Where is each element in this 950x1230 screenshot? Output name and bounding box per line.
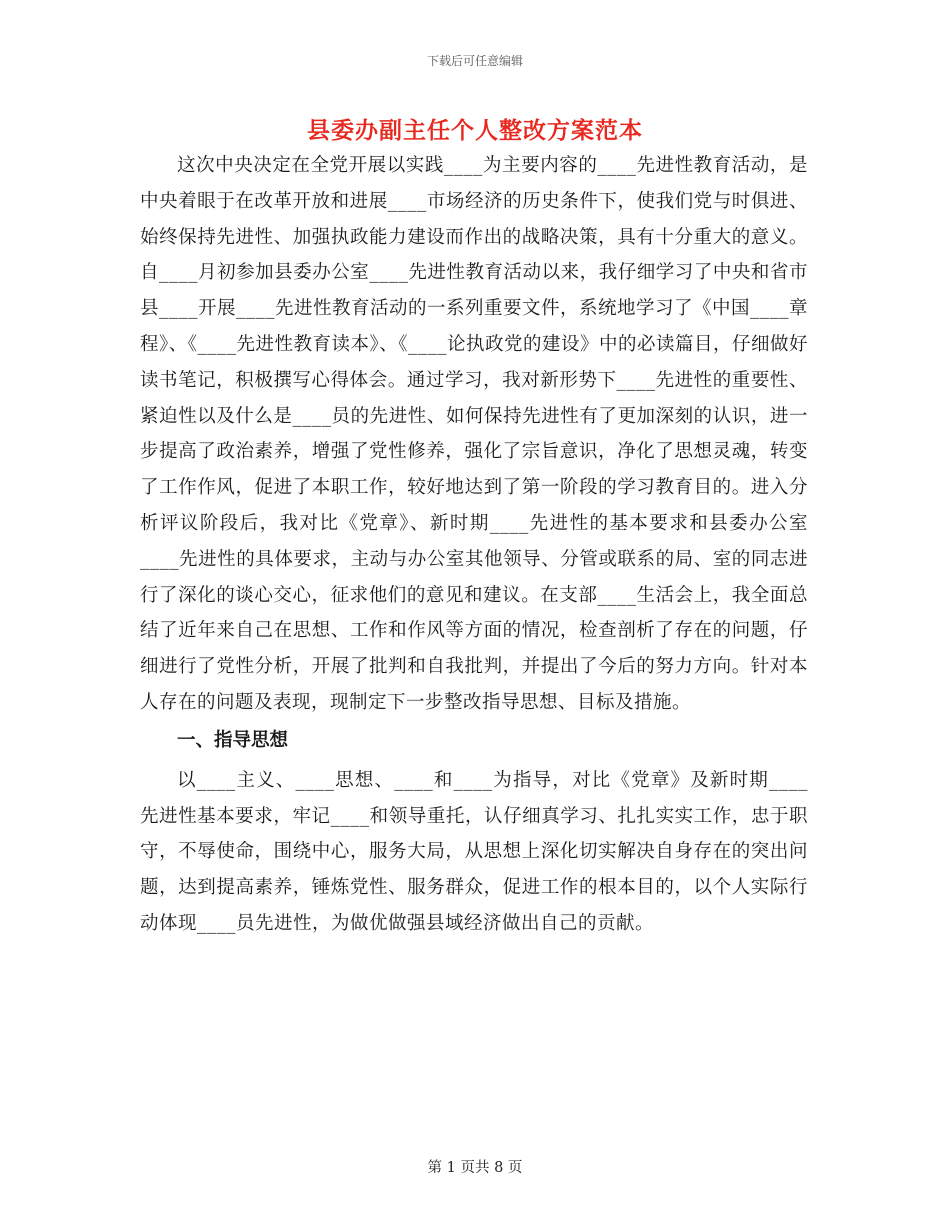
- section-heading-guiding-ideology: 一、指导思想: [177, 729, 289, 751]
- page-header-note: 下载后可任意编辑: [426, 54, 523, 68]
- intro-paragraph: 这次中央决定在全党开展以实践____为主要内容的____先进性教育活动，是中央着眼于在改革开放和进展____市场经济的历史条件下，使我们党与时俱进、始终保持先进性、加强执政能力建设而作出的战略决策，具有十分重大的意义。自____月初参加县委办公室____先进性教育活动以来，我仔细学习了中央和省市县____开展____先进性教育活动的一系列重要文件，系统地学习了《中国____章程》、《____先进性教育读本》、《____论执政党的建设》中的必读篇目，仔细做好读书笔记，积极撰写心得体会。通过学习，我对新形势下____先进性的重要性、紧迫性以及什么是____员的先进性、如何保持先进性有了更加深刻的认识，进一步提高了政治素养，增强了党性修养，强化了宗旨意识，净化了思想灵魂，转变了工作作风，促进了本职工作，较好地达到了第一阶段的学习教育目的。进入分析评议阶段后，我对比《党章》、新时期____先进性的基本要求和县委办公室____先进性的具体要求，主动与办公室其他领导、分管或联系的局、室的同志进行了深化的谈心交心，征求他们的意见和建议。在支部____生活会上，我全面总结了近年来自己在思想、工作和作风等方面的情况，检查剖析了存在的问题，仔细进行了党性分析，开展了批判和自我批判，并提出了今后的努力方向。针对本人存在的问题及表现，现制定下一步整改指导思想、目标及措施。: [140, 155, 809, 713]
- section-paragraph-guiding-ideology: 以____主义、____思想、____和____为指导，对比《党章》及新时期____先进性基本要求，牢记____和领导重托，认仔细真学习、扎扎实实工作，忠于职守，不辱使命，围绕中心，服务大局，从思想上深化切实解决自身存在的突出问题，达到提高素养，锤炼党性、服务群众，促进工作的根本目的，以个人实际行动体现____员先进性，为做优做强县域经济做出自己的贡献。: [140, 769, 808, 934]
- document-body: [140, 148, 808, 942]
- document-title: 县委办副主任个人整改方案范本: [307, 117, 643, 144]
- page-number-footer: 第 1 页共 8 页: [427, 1160, 523, 1176]
